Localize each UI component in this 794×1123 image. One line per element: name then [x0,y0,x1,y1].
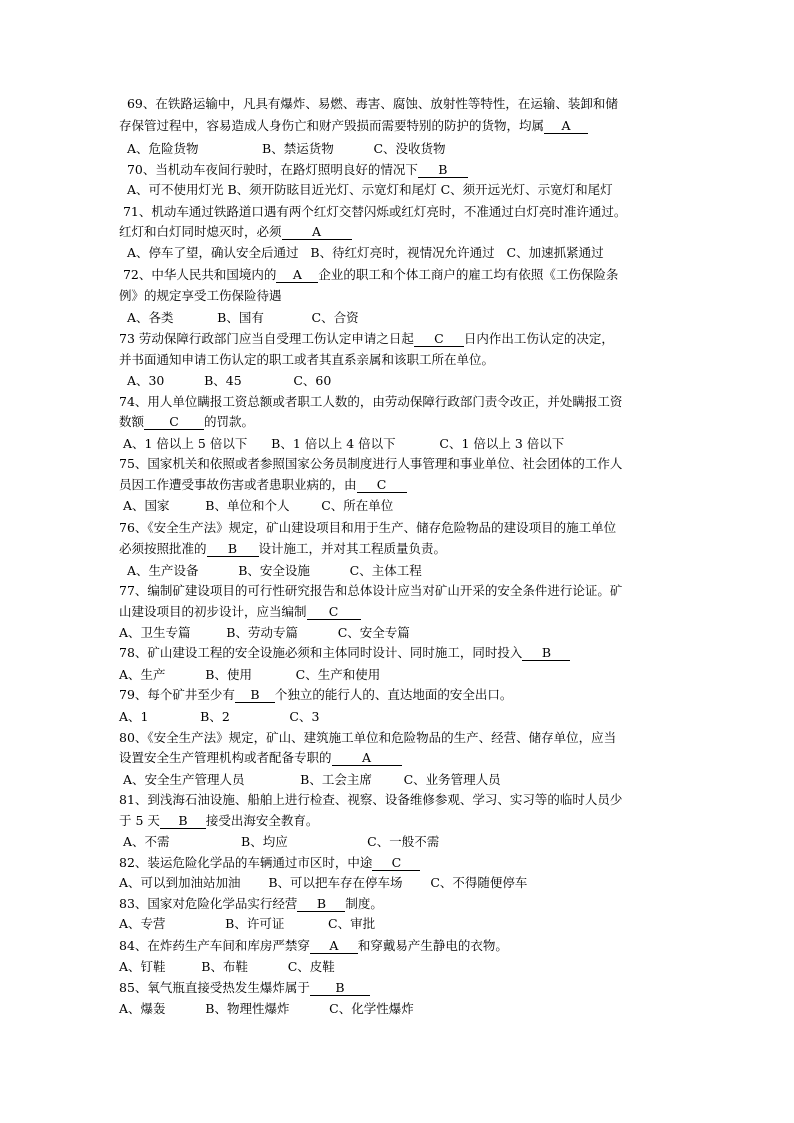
answer-blank: A [282,225,352,240]
question-line [119,436,564,452]
line-text: 69、在铁路运输中，凡具有爆炸、易燃、毒害、腐蚀、放射性等特性，在运输、装卸和储 [119,96,618,111]
question-line [119,834,439,850]
question-line [119,162,468,178]
line-text: 山建设项目的初步设计，应当编制 [119,604,307,619]
question-line [119,520,616,536]
question-line [119,331,614,347]
line-text: A、国家 B、单位和个人 C、所在单位 [119,498,394,513]
line-text: 并书面通知申请工伤认定的职工或者其直系亲属和该职工所在单位。 [119,352,495,367]
line-text: 81、到浅海石油设施、船舶上进行检查、视察、设备维修参观、学习、实习等的临时人员少 [119,792,623,807]
line-text: A、卫生专篇 B、劳动专篇 C、安全专篇 [119,625,410,640]
line-text: 85、氧气瓶直接受热发生爆炸属于 [119,980,310,995]
question-line [119,352,494,368]
question-line [119,204,626,220]
question-line [119,118,588,134]
question-line [119,667,380,683]
line-text: A、专营 B、许可证 C、审批 [119,916,376,931]
question-line [119,980,370,996]
answer-blank: B [310,981,370,996]
question-line [119,583,622,599]
answer-blank: A [276,268,318,283]
answer-blank: B [160,814,206,829]
question-line [119,1001,414,1017]
line-text: 79、每个矿井至少有 [119,687,235,702]
question-line [119,245,604,261]
line-text: A、可不使用灯光 B、须开防眩目近光灯、示宽灯和尾灯 C、须开远光灯、示宽灯和尾灯 [119,182,613,197]
line-text: A、钉鞋 B、布鞋 C、皮鞋 [119,959,335,974]
question-line [119,224,352,240]
question-line [119,709,319,725]
question-line [119,394,622,410]
question-line [119,456,622,472]
answer-blank: A [310,939,358,954]
line-text: A、生产 B、使用 C、生产和使用 [119,667,381,682]
question-line [119,645,570,661]
line-text: 76、《安全生产法》规定，矿山建设项目和用于生产、储存危险物品的建设项目的施工单位 [119,520,617,535]
line-text: 员因工作遭受事故伤害或者患职业病的，由 [119,477,357,492]
question-line [119,938,508,954]
answer-blank: B [297,897,345,912]
line-text: 存保管过程中，容易造成人身伤亡和财产毁损而需要特别的防护的货物，均属 [119,118,545,133]
answer-blank: B [235,688,275,703]
question-line [119,687,512,703]
question-line [119,792,622,808]
question-line [119,414,254,430]
answer-blank: C [414,332,464,347]
line-text: 例》的规定享受工伤保险待遇 [119,288,282,303]
answer-blank: A [332,751,402,766]
line-text: 77、编制矿建设项目的可行性研究报告和总体设计应当对矿山开采的安全条件进行论证。矿 [119,583,623,598]
line-text-after: 企业的职工和个体工商户的雇工均有依照《工伤保险条 [318,267,619,282]
question-line [119,288,282,304]
question-line [119,141,446,157]
line-text-after: 制度。 [345,896,383,911]
line-text: A、危险货物 B、禁运货物 C、没收货物 [119,141,446,156]
line-text: 数额 [119,414,145,429]
line-text: A、生产设备 B、安全设施 C、主体工程 [119,563,422,578]
line-text: 84、在炸药生产车间和库房严禁穿 [119,938,310,953]
line-text: 73 劳动保障行政部门应当自受理工伤认定申请之日起 [119,331,414,346]
question-line [119,916,375,932]
question-line [119,541,446,557]
line-text: 80、《安全生产法》规定，矿山、建筑施工单位和危险物品的生产、经营、储存单位，应当 [119,730,617,745]
answer-blank: C [307,605,361,620]
answer-blank: C [357,478,407,493]
line-text: A、30 B、45 C、60 [119,373,332,388]
line-text: A、不需 B、均应 C、一般不需 [119,834,440,849]
question-line [119,96,618,112]
answer-blank: C [372,856,420,871]
line-text: A、安全生产管理人员 B、工会主席 C、业务管理人员 [119,772,501,787]
line-text: A、爆轰 B、物理性爆炸 C、化学性爆炸 [119,1001,414,1016]
line-text: 74、用人单位瞒报工资总额或者职工人数的，由劳动保障行政部门责令改正，并处瞒报工资 [119,394,623,409]
question-line [119,896,383,912]
line-text-after: 的罚款。 [204,414,255,429]
line-text: A、停车了望，确认安全后通过 B、待红灯亮时，视情况允许通过 C、加速抓紧通过 [119,245,604,260]
line-text: 82、装运危险化学品的车辆通过市区时，中途 [119,855,373,870]
question-line [119,959,335,975]
answer-blank: C [144,415,204,430]
question-line [119,310,359,326]
line-text: A、可以到加油站加油 B、可以把车存在停车场 C、不得随便停车 [119,875,528,890]
line-text: 72、中华人民共和国境内的 [119,267,277,282]
answer-blank: B [522,646,570,661]
question-line [119,267,618,283]
line-text: A、1 倍以上 5 倍以下 B、1 倍以上 4 倍以下 C、1 倍以上 3 倍以下 [119,436,565,451]
question-line [119,373,331,389]
line-text: 71、机动车通过铁路道口遇有两个红灯交替闪烁或红灯亮时，不准通过白灯亮时准许通过。 [119,204,627,219]
line-text-after: 和穿戴易产生静电的衣物。 [357,938,508,953]
line-text: A、1 B、2 C、3 [119,709,320,724]
question-line [119,477,407,493]
line-text: 78、矿山建设工程的安全设施必须和主体同时设计、同时施工，同时投入 [119,645,523,660]
question-line [119,772,501,788]
line-text: 75、国家机关和依照或者参照国家公务员制度进行人事管理和事业单位、社会团体的工作人 [119,456,623,471]
question-line [119,730,616,746]
question-line [119,855,420,871]
question-line [119,813,318,829]
line-text-after: 日内作出工伤认定的决定， [463,331,614,346]
question-line [119,498,393,514]
question-line [119,182,613,198]
line-text-after: 设计施工，并对其工程质量负责。 [258,541,447,556]
line-text-after: 接受出海安全教育。 [205,813,319,828]
answer-blank: A [544,119,588,134]
question-line [119,625,410,641]
answer-blank: B [418,163,468,178]
line-text: 必须按照批准的 [119,541,207,556]
line-text: A、各类 B、国有 C、合资 [119,310,359,325]
line-text: 70、当机动车夜间行驶时，在路灯照明良好的情况下 [119,162,418,177]
question-line [119,750,402,766]
question-line [119,563,422,579]
question-line [119,875,527,891]
line-text: 设置安全生产管理机构或者配备专职的 [119,750,332,765]
question-line [119,604,361,620]
line-text: 于 5 天 [119,813,160,828]
line-text: 83、国家对危险化学品实行经营 [119,896,298,911]
answer-blank: B [207,542,259,557]
line-text-after: 个独立的能行人的、直达地面的安全出口。 [274,687,513,702]
line-text: 红灯和白灯同时熄灭时，必须 [119,224,282,239]
